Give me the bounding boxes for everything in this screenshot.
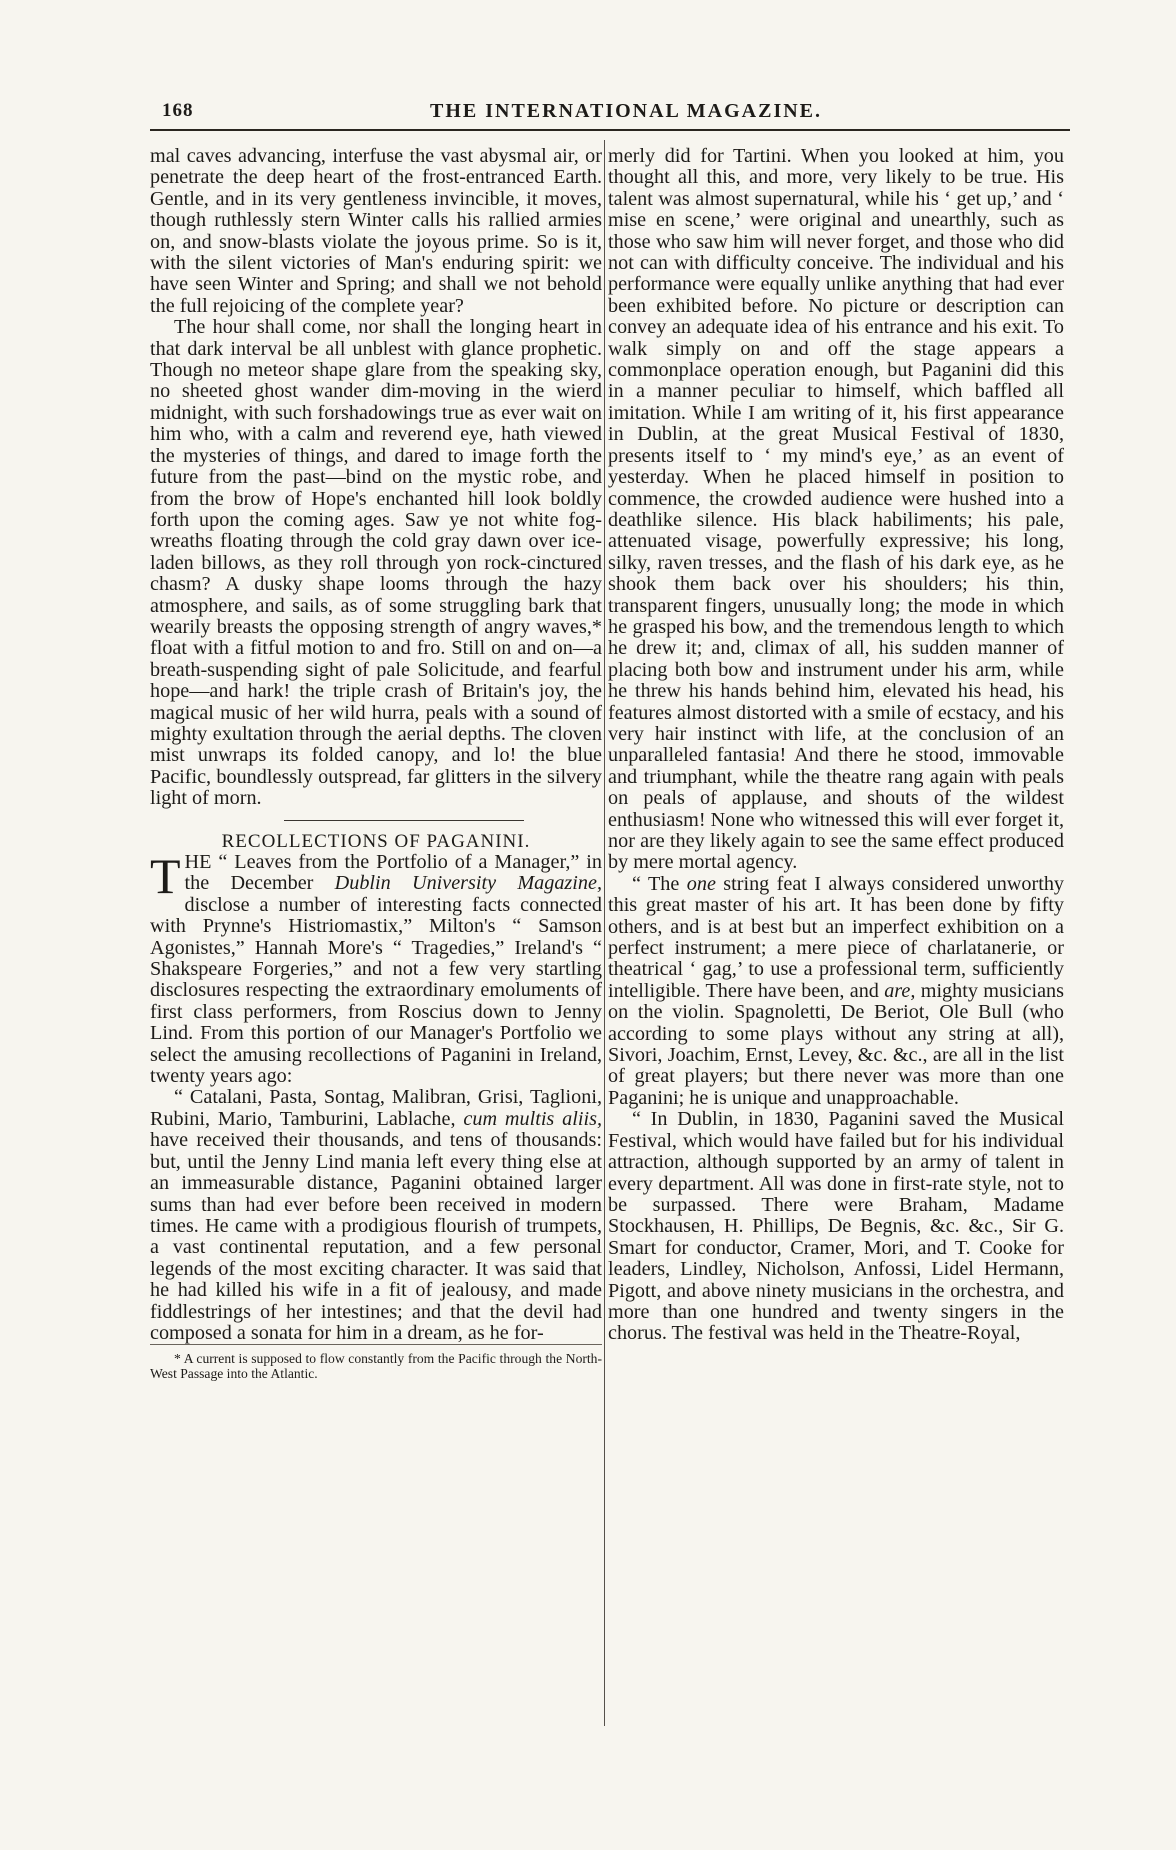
column-divider [604, 140, 605, 1726]
drop-cap: T [150, 848, 181, 904]
quote-text: “ Catalani, Pasta, Sontag, Malibran, Grisi, Taglioni, Rubini, Mario, Tamburini, Lablache, [150, 1086, 602, 1130]
page-number: 168 [162, 100, 194, 121]
page-header [150, 92, 1070, 132]
running-title: THE INTERNATIONAL MAGAZINE. [430, 100, 823, 122]
paragraph: “ In Dublin, in 1830, Paganini saved the Musical Festival, which would have failed but for his individual attraction, although supported by an army of talent in every department. All was done in first-rate style, not to be surpassed. There were Braham, Madame Stockhausen, H. Phillips, De Begnis, &c. &c., Sir G. Smart for conductor, Cramer, Mori, and T. Cooke for leaders, Lindley, Nicholson, Anfossi, Lidel Hermann, Pigott, and above ninety musicians in the orchestra, and more than one hundred and twenty singers in the chorus. The festival was held in the Theatre-Royal, [608, 1108, 1064, 1345]
paragraph-text: “ The [632, 872, 687, 895]
intro-paragraph [150, 848, 602, 1088]
paragraph [150, 1087, 602, 1344]
intro-text: disclose a number of interesting facts connected with Prynne's Histriomastix,” Milton's “ Samson Agonistes,” Hannah More's “ Tragedies,” Ireland's “ Shakspeare Forgeries,” and not a few very startling disclosures respecting the extraordinary emoluments of first class performers, from Roscius down to Jenny Lind. From this portion of our Manager's Portfolio we select the amusing recollections of Paganini in Ireland, twenty years ago: [150, 893, 602, 1088]
right-column [608, 146, 1064, 1345]
paragraph: merly did for Tartini. When you looked at him, you thought all this, and more, very likely to be true. His talent was almost supernatural, while his ‘ get up,’ and ‘ mise en scene,’ were original and unearthly, such as those who saw him will never forget, and those who did not can with difficulty conceive. The individual and his performance were equally unlike anything that had ever been exhibited before. No picture or description can convey an adequate idea of his entrance and his exit. To walk simply on and off the stage appears a commonplace operation enough, but Paganini did this in a manner peculiar to himself, which baffled all imitation. While I am writing of it, his first appearance in Dublin, at the great Musical Festival of 1830, presents itself to ‘ my mind's eye,’ as an event of yesterday. When he placed himself in position to commence, the crowded audience were hushed into a deathlike silence. His black habiliments; his pale, attenuated visage, powerfully expressive; his long, silky, raven tresses, and the flash of his dark eye, as he shook them back over his shoulders; his thin, transparent fingers, unusually long; the mode in which he grasped his bow, and the tremendous length to which he drew it; and, climax of all, his sudden manner of placing both bow and instrument under his arm, while he threw his hands behind him, elevated his head, his features almost distorted with a smile of ecstacy, and his very hair instinct with life, at the conclusion of an unparalleled fantasia! And there he stood, immovable and triumphant, while the theatre rang again with peals on peals of applause, and shouts of the wildest enthusiasm! None who witnessed this will ever forget it, nor are they likely again to see the same effect produced by mere mortal agency. [608, 145, 1064, 874]
paragraph-text: mighty musicians on the violin. Spagnoletti, De Beriot, Ole Bull (who according to some plays without any string at all), Sivori, Joachim, Ernst, Levey, &c. &c., are all in the list of great players; but there never was more than one Paganini; he is unique and unapproachable. [608, 979, 1064, 1109]
latin-phrase: cum multis aliis, [463, 1107, 602, 1130]
paragraph [608, 874, 1064, 1109]
paragraph: mal caves advancing, interfuse the vast abysmal air, or penetrate the deep heart of the frost-entranced Earth. Gentle, and in its very gentleness invincible, it moves, though ruthlessly stern Winter calls his rallied armies on, and snow-blasts violate the joyous prime. So is it, with the silent victories of Man's enduring spirit: we have seen Winter and Spring; and shall we not behold the full rejoicing of the complete year? [150, 145, 602, 317]
quote-text: have received their thousands, and tens of thousands: but, until the Jenny Lind mania left every thing else at an immeasurable distance, Paganini obtained larger sums than had ever before been received in modern times. He came with a prodigious flourish of trumpets, a vast continental reputation, and a few personal legends of the most exciting character. It was said that he had killed his wife in a fit of jealousy, and made fiddlestrings of her intestines; and that the devil had composed a sonata for him in a dream, as he for- [150, 1129, 602, 1344]
footnote: * A current is supposed to flow constantly from the Pacific through the North-West Passage into the Atlantic. [150, 1344, 602, 1381]
paragraph: The hour shall come, nor shall the longing heart in that dark interval be all unblest with glance prophetic. Though no meteor shape glare from the speaking sky, no sheeted ghost wander dim-moving in the wierd midnight, with such forshadowings true as ever wait on him who, with a calm and reverend eye, hath viewed the mysteries of things, and dared to image forth the future from the past—bind on the mystic robe, and from the brow of Hope's enchanted hill look boldly forth upon the coming ages. Saw ye not white fog-wreaths floating through the cold gray dawn over ice-laden billows, as they roll through yon rock-cinctured chasm? A dusky shape looms through the hazy atmosphere, and sails, as of some struggling bark that wearily breasts the opposing strength of angry waves,* float with a fitful motion to and fro. Still on and on—a breath-suspending sight of pale Solicitude, and fearful hope—and hark! the triple crash of Britain's joy, the magical music of her wild hurra, peals with a sound of mighty exultation through the aerial depths. The cloven mist unwraps its folded canopy, and lo! the blue Pacific, boundlessly outspread, far glitters in the silvery light of morn. [150, 316, 602, 810]
left-column [150, 146, 602, 1381]
emphasis: are, [884, 979, 916, 1002]
section-heading: RECOLLECTIONS OF PAGANINI. [221, 830, 531, 852]
paragraph-text: string feat I always considered unworthy this great master of his art. It has been done by fifty others, and is at best but an imperfect exhibition on a perfect instrument; a mere piece of charlatanerie, or theatrical ‘ gag,’ to use a professional term, sufficiently intelligible. There have been, and [608, 872, 1065, 1002]
magazine-title: Dublin University Magazine, [334, 872, 602, 895]
header-rule [150, 129, 1070, 131]
emphasis: one [686, 872, 716, 895]
intro-text: HE “ Leaves from the Portfolio of a Manager,” in the December [184, 851, 602, 895]
section-rule [284, 820, 524, 821]
